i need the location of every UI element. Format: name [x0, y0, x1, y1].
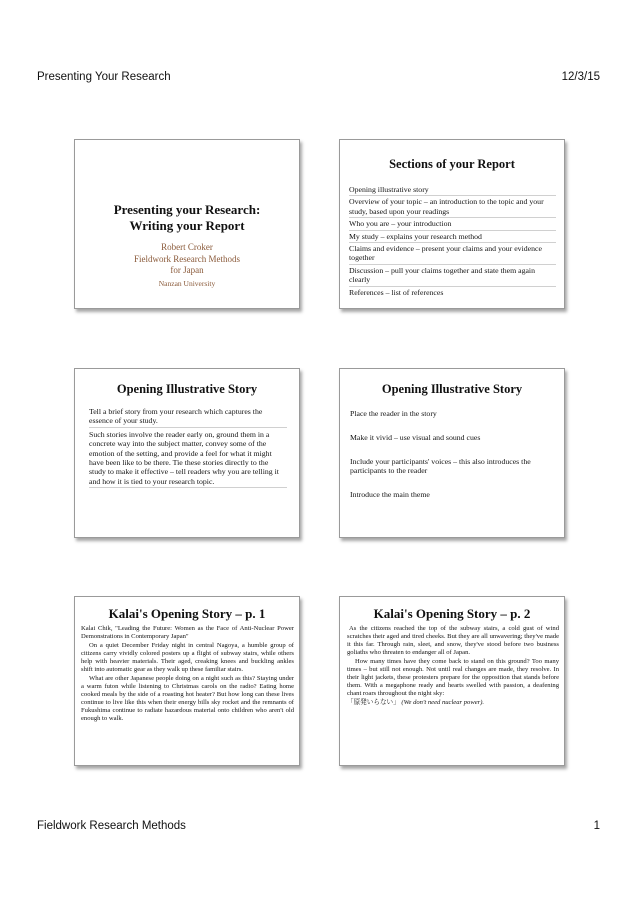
page-footer-number: 1	[593, 820, 600, 832]
story-tip-item: Introduce the main theme	[350, 490, 430, 499]
slide-sections	[339, 139, 565, 309]
university-name: Nanzan University	[158, 278, 216, 288]
section-item: Who you are – your introduction	[349, 219, 556, 230]
story-paragraph: On a quiet December Friday night in central Nagoya, a humble group of citizens carry vividly colored posters up a flight of subway stairs, while others help with heavier materials. Their aged, creaking knees and buckling ankles shift into automatic gear as they walk up these familiar stairs.	[81, 642, 294, 673]
story-chant	[347, 699, 559, 707]
author-name: Robert Croker	[161, 242, 213, 252]
chant-english: (We don't need nuclear power).	[401, 699, 485, 706]
story-paragraph: How many times have they come back to stand on this ground? Too many times – but still not enough. Not until real changes are made, they resolve. In their light jackets, these protesters prepare for the opposition that stands before them. With a megaphone ready and hearts swelled with passion, a deafening chant roars throughout the night sky:	[347, 658, 559, 697]
slide-opening-story-1-heading: Opening Illustrative Story	[116, 382, 258, 396]
slide-kalai-story-p2-heading: Kalai's Opening Story – p. 2	[373, 606, 531, 621]
slide-title-heading	[75, 202, 299, 234]
story-guideline-item: Such stories involve the reader early on, ground them in a concrete way into the subject matter, convey some of the emotion of the setting, and provide a feel for what it might have been like to be there. Tie these stories directly to the study to make it effective – tell readers why you are telling it and how it is tied to your research topic.	[89, 430, 287, 488]
page-footer-title: Fieldwork Research Methods	[37, 820, 186, 832]
story-guideline-item: Tell a brief story from your research which captures the essence of your study.	[89, 407, 287, 428]
slide-title	[74, 139, 300, 309]
kalai-story-p1-text	[81, 625, 294, 724]
story-paragraph: What are other Japanese people doing on a night such as this? Staying under a warm futon while listening to Christmas carols on the radio? Eating home cooked meals by the side of a roasting hot heater? But how long can these lives continue to live like this when their energy bills sky rocket and the remnants of Fukushima continue to radiate hazardous material onto children who aren't old enough to walk.	[81, 675, 294, 722]
story-citation: Kalai Chik, "Leading the Future: Women as the Face of Anti-Nuclear Power Demonstrations in Contemporary Japan"	[81, 625, 294, 640]
section-item: References – list of references	[349, 287, 444, 297]
chant-japanese: 「原発いらない」	[347, 699, 400, 706]
slide-kalai-story-p2	[339, 596, 565, 766]
slide-kalai-story-p1	[74, 596, 300, 766]
title-line-2: Writing your Report	[129, 218, 245, 233]
section-item: Opening illustrative story	[349, 185, 556, 196]
slide-kalai-story-p1-heading: Kalai's Opening Story – p. 1	[108, 606, 266, 621]
story-tip-item: Include your participants' voices – this also introduces the participants to the reader	[350, 457, 531, 476]
slide-sections-heading: Sections of your Report	[389, 157, 515, 171]
slide-opening-story-2	[339, 368, 565, 538]
slide-opening-story-1	[74, 368, 300, 538]
opening-story-1-list	[89, 407, 287, 489]
opening-story-2-list	[350, 409, 556, 499]
kalai-story-p2-text	[347, 625, 559, 708]
course-name-line-1: Fieldwork Research Methods	[134, 253, 240, 264]
title-line-1: Presenting your Research:	[113, 202, 261, 217]
story-tip-item: Make it vivid – use visual and sound cues	[350, 433, 481, 442]
story-tip-item: Place the reader in the story	[350, 409, 437, 418]
section-item: Discussion – pull your claims together and state them again clearly	[349, 266, 556, 287]
story-paragraph: As the citizens reached the top of the subway stairs, a cold gust of wind scratches their aged and tired cheeks. But they are all unwavering; they've made it this far. Through rain, sleet, and snow, they've stood before two business goliaths who threaten to endanger all of Japan.	[347, 625, 559, 656]
section-item: My study – explains your research method	[349, 232, 556, 243]
page-header-date: 12/3/15	[561, 71, 600, 83]
course-name-line-2: for Japan	[170, 265, 204, 275]
section-item: Overview of your topic – an introduction to the topic and your study, based upon your readings	[349, 197, 556, 218]
page-header-title: Presenting Your Research	[37, 71, 171, 83]
section-item: Claims and evidence – present your claims and your evidence together	[349, 244, 556, 265]
sections-list	[349, 185, 556, 297]
slide-opening-story-2-heading: Opening Illustrative Story	[381, 382, 523, 396]
